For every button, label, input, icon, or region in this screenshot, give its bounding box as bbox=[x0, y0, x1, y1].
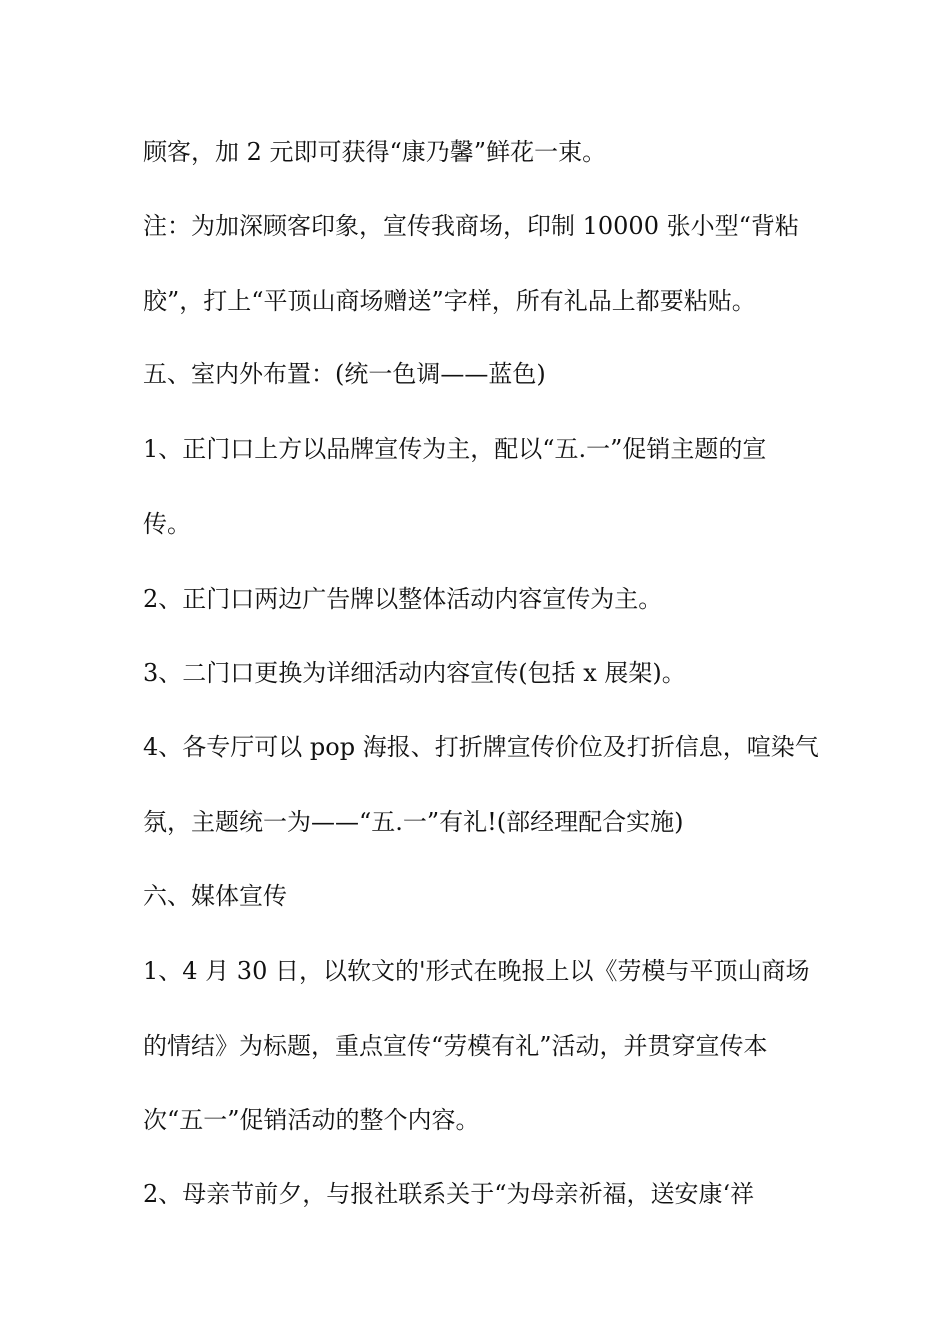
text-line: 3、二门口更换为详细活动内容宣传(包括 x 展架)。 bbox=[143, 659, 686, 687]
text-line: 顾客，加 2 元即可获得“康乃馨”鲜花一束。 bbox=[143, 138, 607, 166]
text-line: 传。 bbox=[143, 510, 191, 538]
section-heading: 五、室内外布置：(统一色调——蓝色) bbox=[143, 360, 546, 388]
text-line: 2、母亲节前夕，与报社联系关于“为母亲祈福，送安康‘祥 bbox=[143, 1180, 755, 1208]
text-line: 胶”，打上“平顶山商场赠送”字样，所有礼品上都要粘贴。 bbox=[143, 287, 756, 315]
text-line: 氛，主题统一为——“五.一”有礼!(部经理配合实施) bbox=[143, 808, 684, 836]
section-heading: 六、媒体宣传 bbox=[143, 882, 287, 910]
text-line: 次“五一”促销活动的整个内容。 bbox=[143, 1106, 480, 1134]
text-line: 4、各专厅可以 pop 海报、打折牌宣传价位及打折信息，喧染气 bbox=[143, 733, 819, 761]
text-line: 1、正门口上方以品牌宣传为主，配以“五.一”促销主题的宣 bbox=[143, 435, 767, 463]
text-line: 注：为加深顾客印象，宣传我商场，印制 10000 张小型“背粘 bbox=[143, 212, 799, 240]
text-line: 1、4 月 30 日，以软文的'形式在晚报上以《劳模与平顶山商场 bbox=[143, 957, 810, 985]
text-line: 的情结》为标题，重点宣传“劳模有礼”活动，并贯穿宣传本 bbox=[143, 1032, 768, 1060]
text-line: 2、正门口两边广告牌以整体活动内容宣传为主。 bbox=[143, 585, 663, 613]
